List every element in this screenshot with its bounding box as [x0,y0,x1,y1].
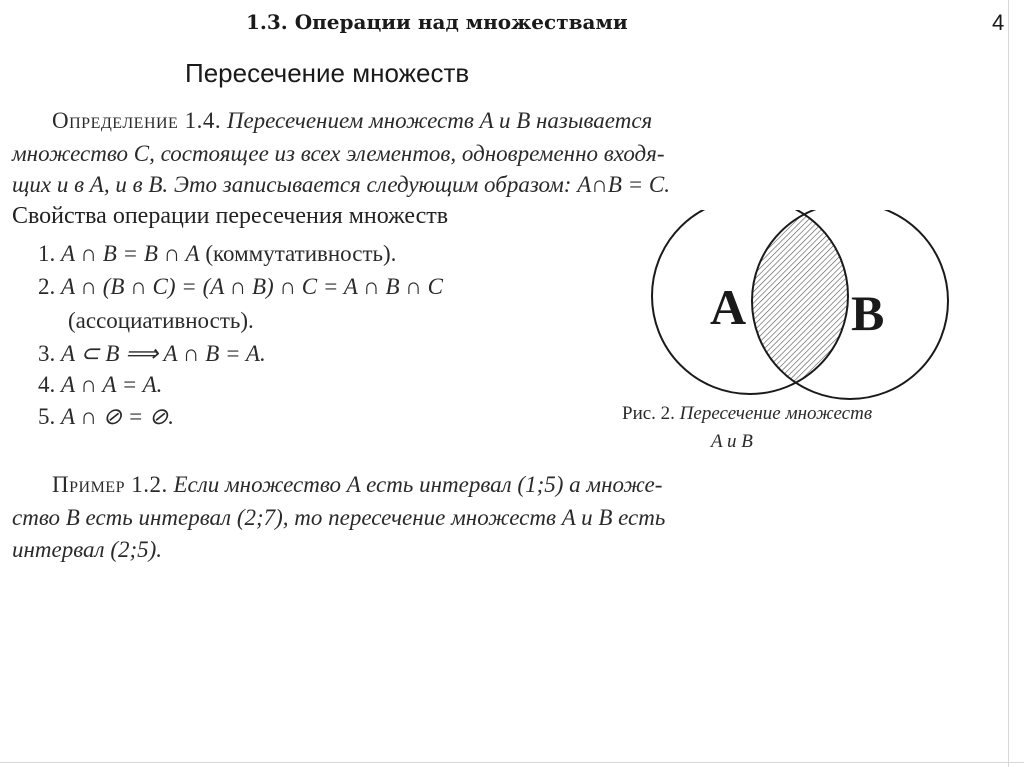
property-number: 1. [38,241,56,266]
example-label: Пример 1.2. [52,472,168,497]
section-title: 1.3. Операции над множествами [246,10,628,34]
property-item-3 [38,341,266,367]
slide-frame-right [1008,0,1009,767]
property-note-2: (ассоциативность). [68,308,254,333]
figure-caption-prefix: Рис. 2. [622,403,675,424]
definition-text-3: щих и в A, и в B. Это записывается следующим образом: [12,172,578,197]
property-formula: A ∩ A = A. [61,372,163,397]
property-formula: A ∩ B = B ∩ A [61,241,200,266]
property-item-5 [38,404,174,430]
property-formula: A ⊂ B ⟹ A ∩ B = A. [61,341,266,366]
property-item-2 [38,274,443,300]
property-item-1 [38,241,396,267]
definition-line-2: множество C, состоящее из всех элементов, одновременно входя- [12,141,665,166]
property-formula: A ∩ ⊘ = ⊘. [61,404,175,429]
slide-title: Пересечение множеств [185,58,470,88]
definition-label: Определение 1.4. [52,108,222,133]
definition-line-3 [12,172,670,198]
definition-formula: A∩B = C. [577,172,671,197]
figure-caption-line-2: A и B [711,431,753,452]
example-line-1 [52,472,662,498]
example-line-3: интервал (2;5). [12,537,163,562]
definition-line-1 [52,108,652,134]
label-b: B [851,285,885,341]
figure-caption-line-1 [622,403,872,425]
example-text-1: Если множество A есть интервал (1;5) а множе- [173,472,663,497]
example-line-2: ство B есть интервал (2;7), то пересечение множеств A и B есть [12,505,666,530]
property-note: (коммутативность). [205,241,397,266]
definition-text-1: Пересечением множеств A и B называется [226,108,653,133]
figure-caption-text: Пересечение множеств [679,403,873,424]
slide-frame-bottom [0,762,1024,763]
label-a: A [710,279,747,335]
properties-heading: Свойства операции пересечения множеств [12,203,449,229]
venn-diagram [648,210,958,410]
page-number: 4 [992,10,1005,35]
property-number: 3. [38,341,56,366]
property-number: 5. [38,404,56,429]
property-formula: A ∩ (B ∩ C) = (A ∩ B) ∩ C = A ∩ B ∩ C [61,274,443,299]
property-number: 2. [38,274,56,299]
property-number: 4. [38,372,56,397]
property-item-4 [38,372,162,398]
